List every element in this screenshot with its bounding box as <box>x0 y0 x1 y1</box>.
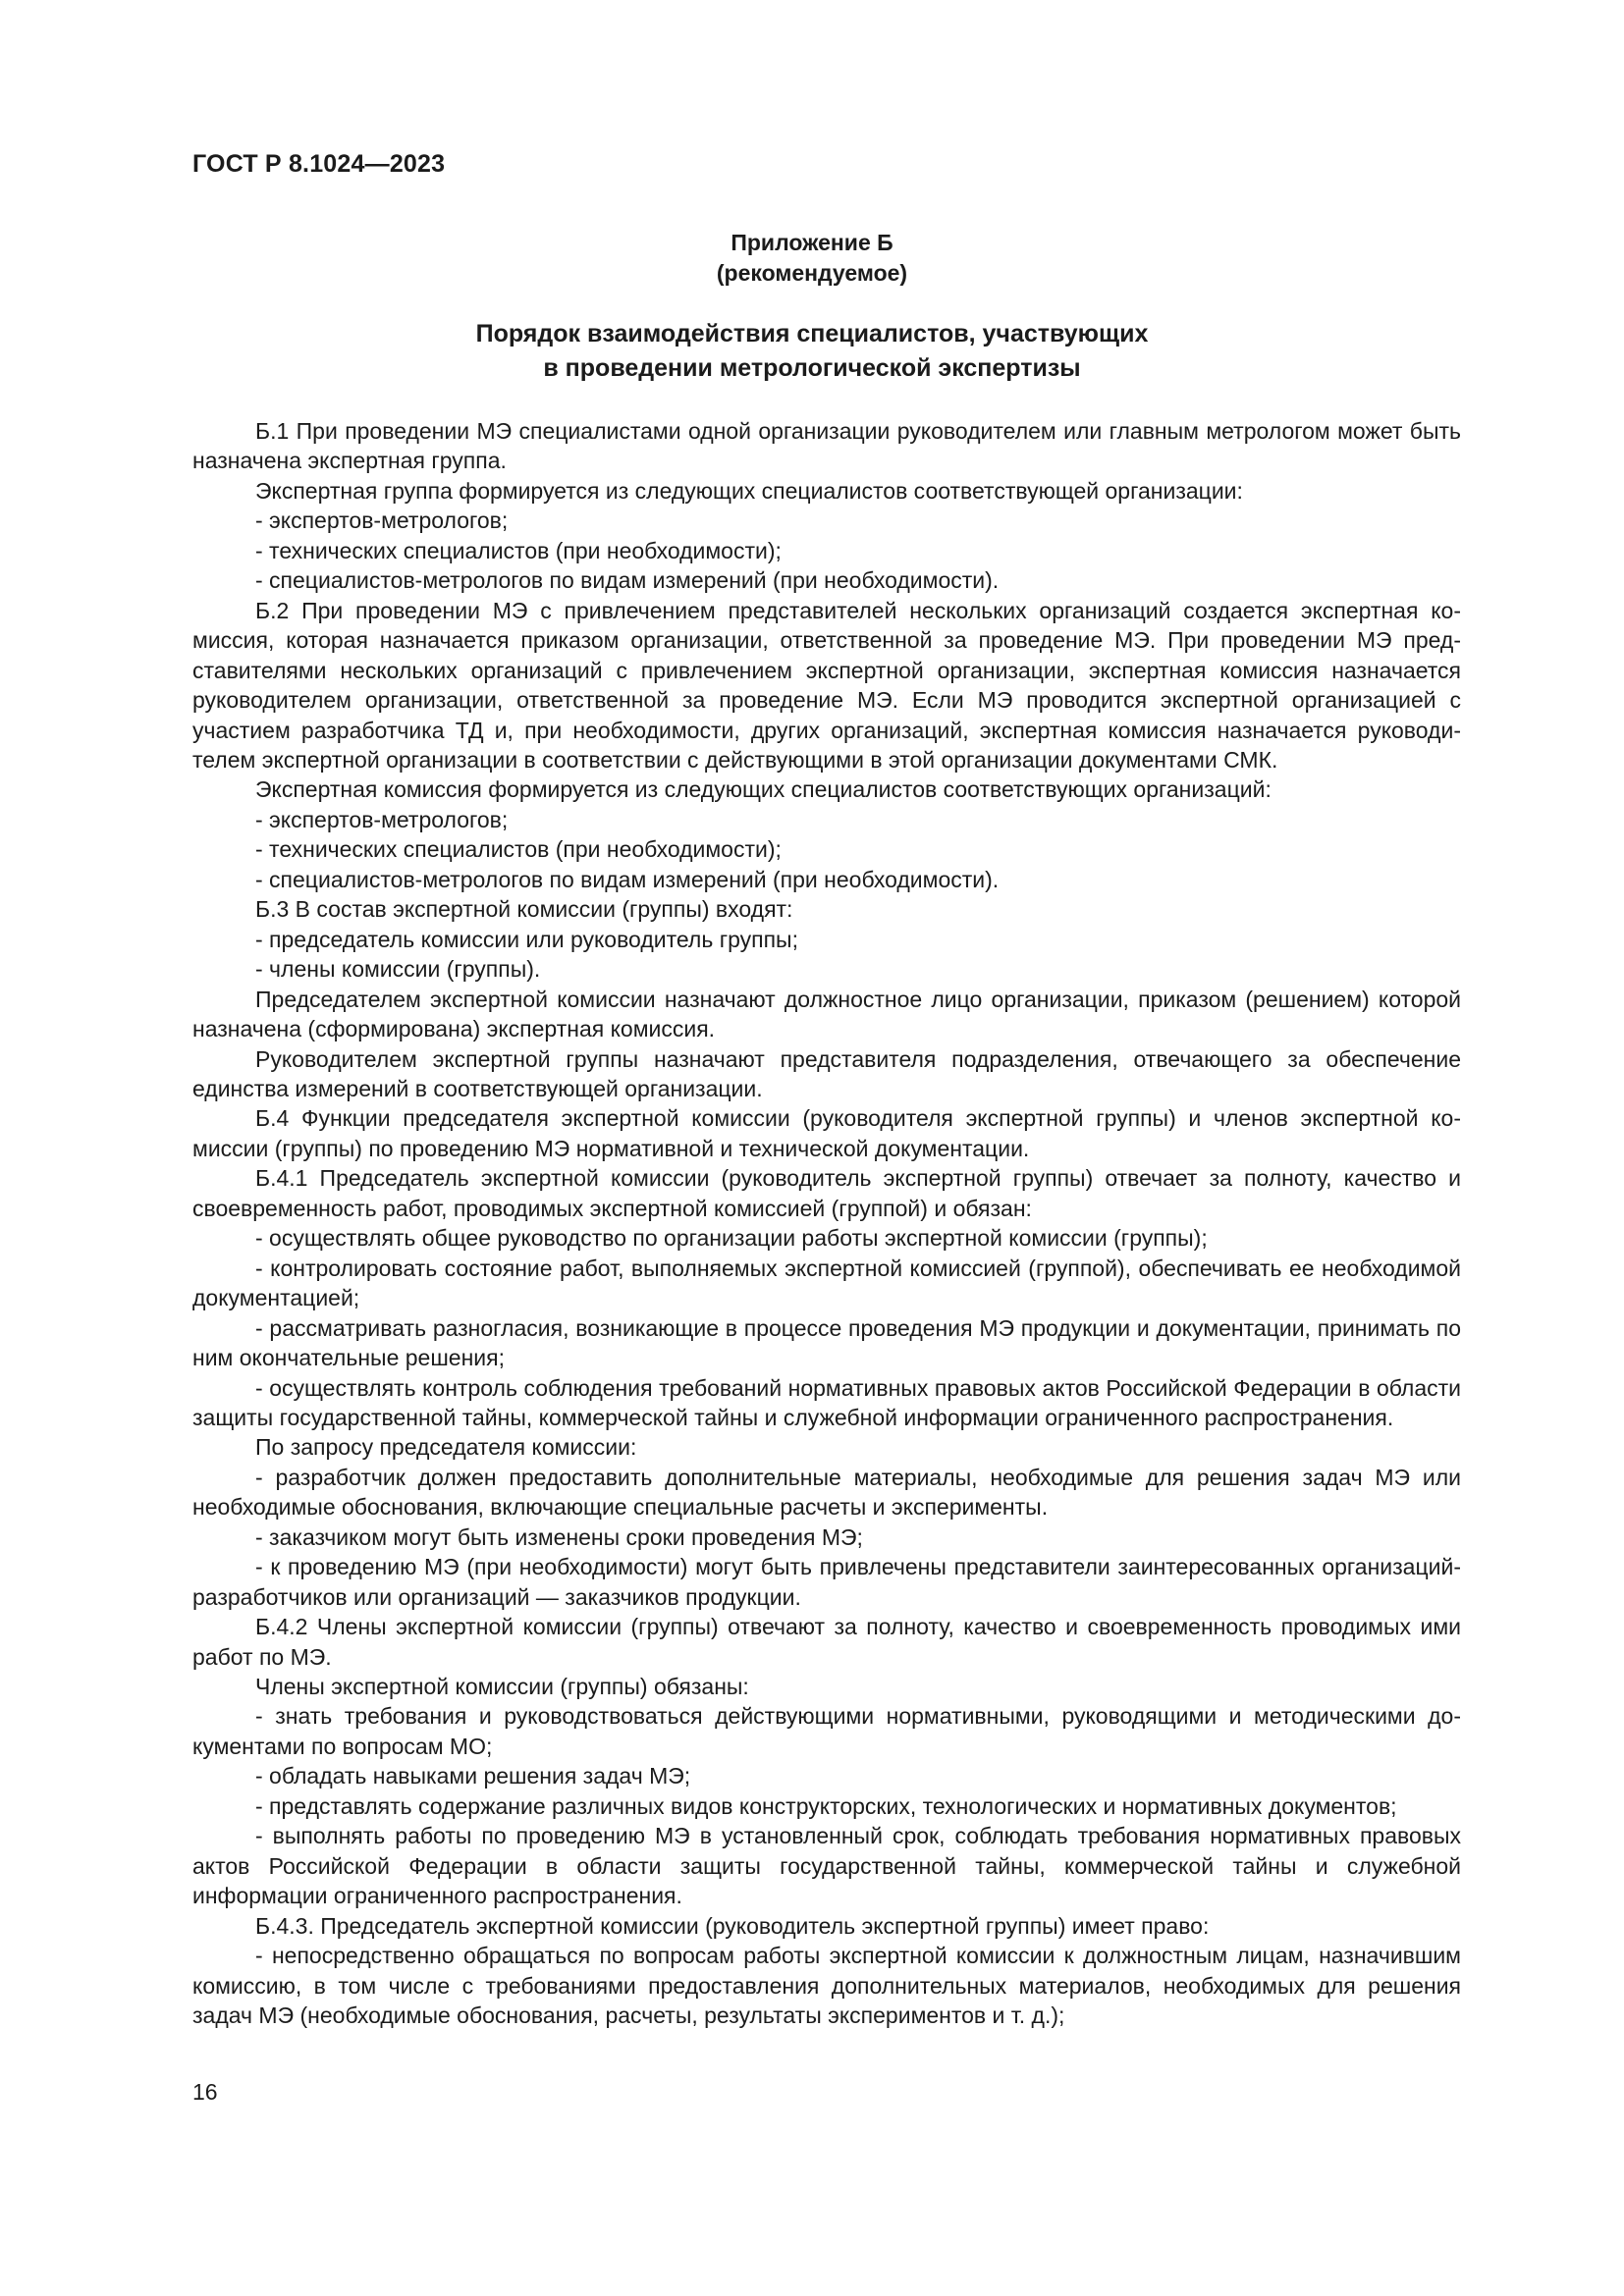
paragraph: Члены экспертной комиссии (группы) обязаны: <box>255 1674 749 1700</box>
list-item: - осуществлять общее руководство по организации работы экспертной комиссии (группы); <box>255 1225 1208 1252</box>
list-item: - знать требования и руководствоваться действующими нормативными, руководящими и методическими документами по вопросам МО; <box>192 1703 1461 1759</box>
paragraph: По запросу председателя комиссии: <box>255 1434 637 1461</box>
section-title <box>295 317 1329 386</box>
list-item: - контролировать состояние работ, выполняемых экспертной комиссией (группой), обеспечивать ее необходимой документацией; <box>192 1255 1461 1311</box>
list-item: - члены комиссии (группы). <box>255 956 541 983</box>
list-item: - председатель комиссии или руководитель группы; <box>255 926 798 952</box>
body-text <box>192 416 1461 2030</box>
paragraph: Руководителем экспертной группы назначают представителя подразделения, отвечающего за обеспечение единства измерений в соответствующей организации. <box>192 1045 1461 1101</box>
paragraph: Б.4 Функции председателя экспертной комиссии (руководителя экспертной группы) и членов экспертной комиссии (группы) по проведению МЭ нормативной и технической документации. <box>192 1105 1461 1161</box>
paragraph: Председателем экспертной комиссии назначают должностное лицо организации, приказом (решением) которой назначена (сформирована) экспертная комиссия. <box>192 986 1461 1042</box>
list-item: - специалистов-метрологов по видам измерений (при необходимости). <box>255 567 1000 594</box>
paragraph: Б.4.1 Председатель экспертной комиссии (руководитель экспертной группы) отвечает за полноту, качество и своевременность работ, проводимых экспертной комиссией (группой) и обязан: <box>192 1165 1461 1221</box>
paragraph: Б.4.3. Председатель экспертной комиссии (руководитель экспертной группы) имеет право: <box>255 1912 1210 1939</box>
list-item: - экспертов-метрологов; <box>255 507 509 534</box>
page-number: 16 <box>192 2079 218 2105</box>
document-id: ГОСТ Р 8.1024—2023 <box>192 150 446 178</box>
section-title-line-1: Порядок взаимодействия специалистов, участвующих <box>475 320 1149 347</box>
list-item: - специалистов-метрологов по видам измерений (при необходимости). <box>255 866 1000 892</box>
paragraph: Экспертная комиссия формируется из следующих специалистов соответствующих организаций: <box>255 776 1272 803</box>
list-item: - технических специалистов (при необходимости); <box>255 537 782 563</box>
list-item: - технических специалистов (при необходимости); <box>255 836 782 863</box>
list-item: - представлять содержание различных видов конструкторских, технологических и нормативных документов; <box>255 1792 1397 1819</box>
list-item: - выполнять работы по проведению МЭ в установленный срок, соблюдать требования нормативных правовых актов Российской Федерации в области защиты государственной тайны, коммерческой тайны и служебной информации ограниченного распространения. <box>192 1823 1461 1909</box>
paragraph: Экспертная группа формируется из следующих специалистов соответствующей организации: <box>255 477 1243 504</box>
annex-heading <box>295 228 1329 289</box>
list-item: - к проведению МЭ (при необходимости) могут быть привлечены представители заинтересованных организаций-разработчиков или организаций — заказчиков продукции. <box>192 1554 1461 1610</box>
list-item: - непосредственно обращаться по вопросам работы экспертной комиссии к должностным лицам, назначившим комиссию, в том числе с требованиями предоставления дополнительных материалов, необходимых для решения задач МЭ (необходимые обоснования, расчеты, результаты экспериментов и т. д.); <box>192 1943 1461 2029</box>
paragraph: Б.2 При проведении МЭ с привлечением представителей нескольких организаций создается экспертная комиссия, которая назначается приказом организации, ответственной за проведение МЭ. При проведении МЭ представителями нескольких организаций с привлечением экспертной организации, экспертная комиссия назначается руководителем организации, ответственной за проведение МЭ. Если МЭ проводится экспертной организацией с участием разработчика ТД и, при необходимости, других организаций, экспертная комиссия назначается руководителем экспертной организации в соответствии с действующими в этой организации документами СМК. <box>192 597 1461 773</box>
list-item: - экспертов-метрологов; <box>255 806 509 832</box>
section-title-line-2: в проведении метрологической экспертизы <box>543 354 1081 382</box>
list-item: - заказчиком могут быть изменены сроки проведения МЭ; <box>255 1523 863 1550</box>
list-item: - рассматривать разногласия, возникающие в процессе проведения МЭ продукции и документации, принимать по ним окончательные решения; <box>192 1314 1461 1371</box>
paragraph: Б.4.2 Члены экспертной комиссии (группы) отвечают за полноту, качество и своевременность проводимых ими работ по МЭ. <box>192 1614 1461 1670</box>
annex-label: Приложение Б <box>731 230 893 255</box>
list-item: - разработчик должен предоставить дополнительные материалы, необходимые для решения задач МЭ или необходимые обоснования, включающие специальные расчеты и эксперименты. <box>192 1464 1461 1521</box>
paragraph: Б.3 В состав экспертной комиссии (группы) входят: <box>255 896 793 923</box>
list-item: - обладать навыками решения задач МЭ; <box>255 1763 691 1789</box>
annex-status: (рекомендуемое) <box>716 260 908 286</box>
list-item: - осуществлять контроль соблюдения требований нормативных правовых актов Российской Федерации в области защиты государственной тайны, коммерческой тайны и служебной информации ограниченного распространения. <box>192 1374 1461 1430</box>
paragraph: Б.1 При проведении МЭ специалистами одной организации руководителем или главным метрологом может быть назначена экспертная группа. <box>192 418 1461 474</box>
